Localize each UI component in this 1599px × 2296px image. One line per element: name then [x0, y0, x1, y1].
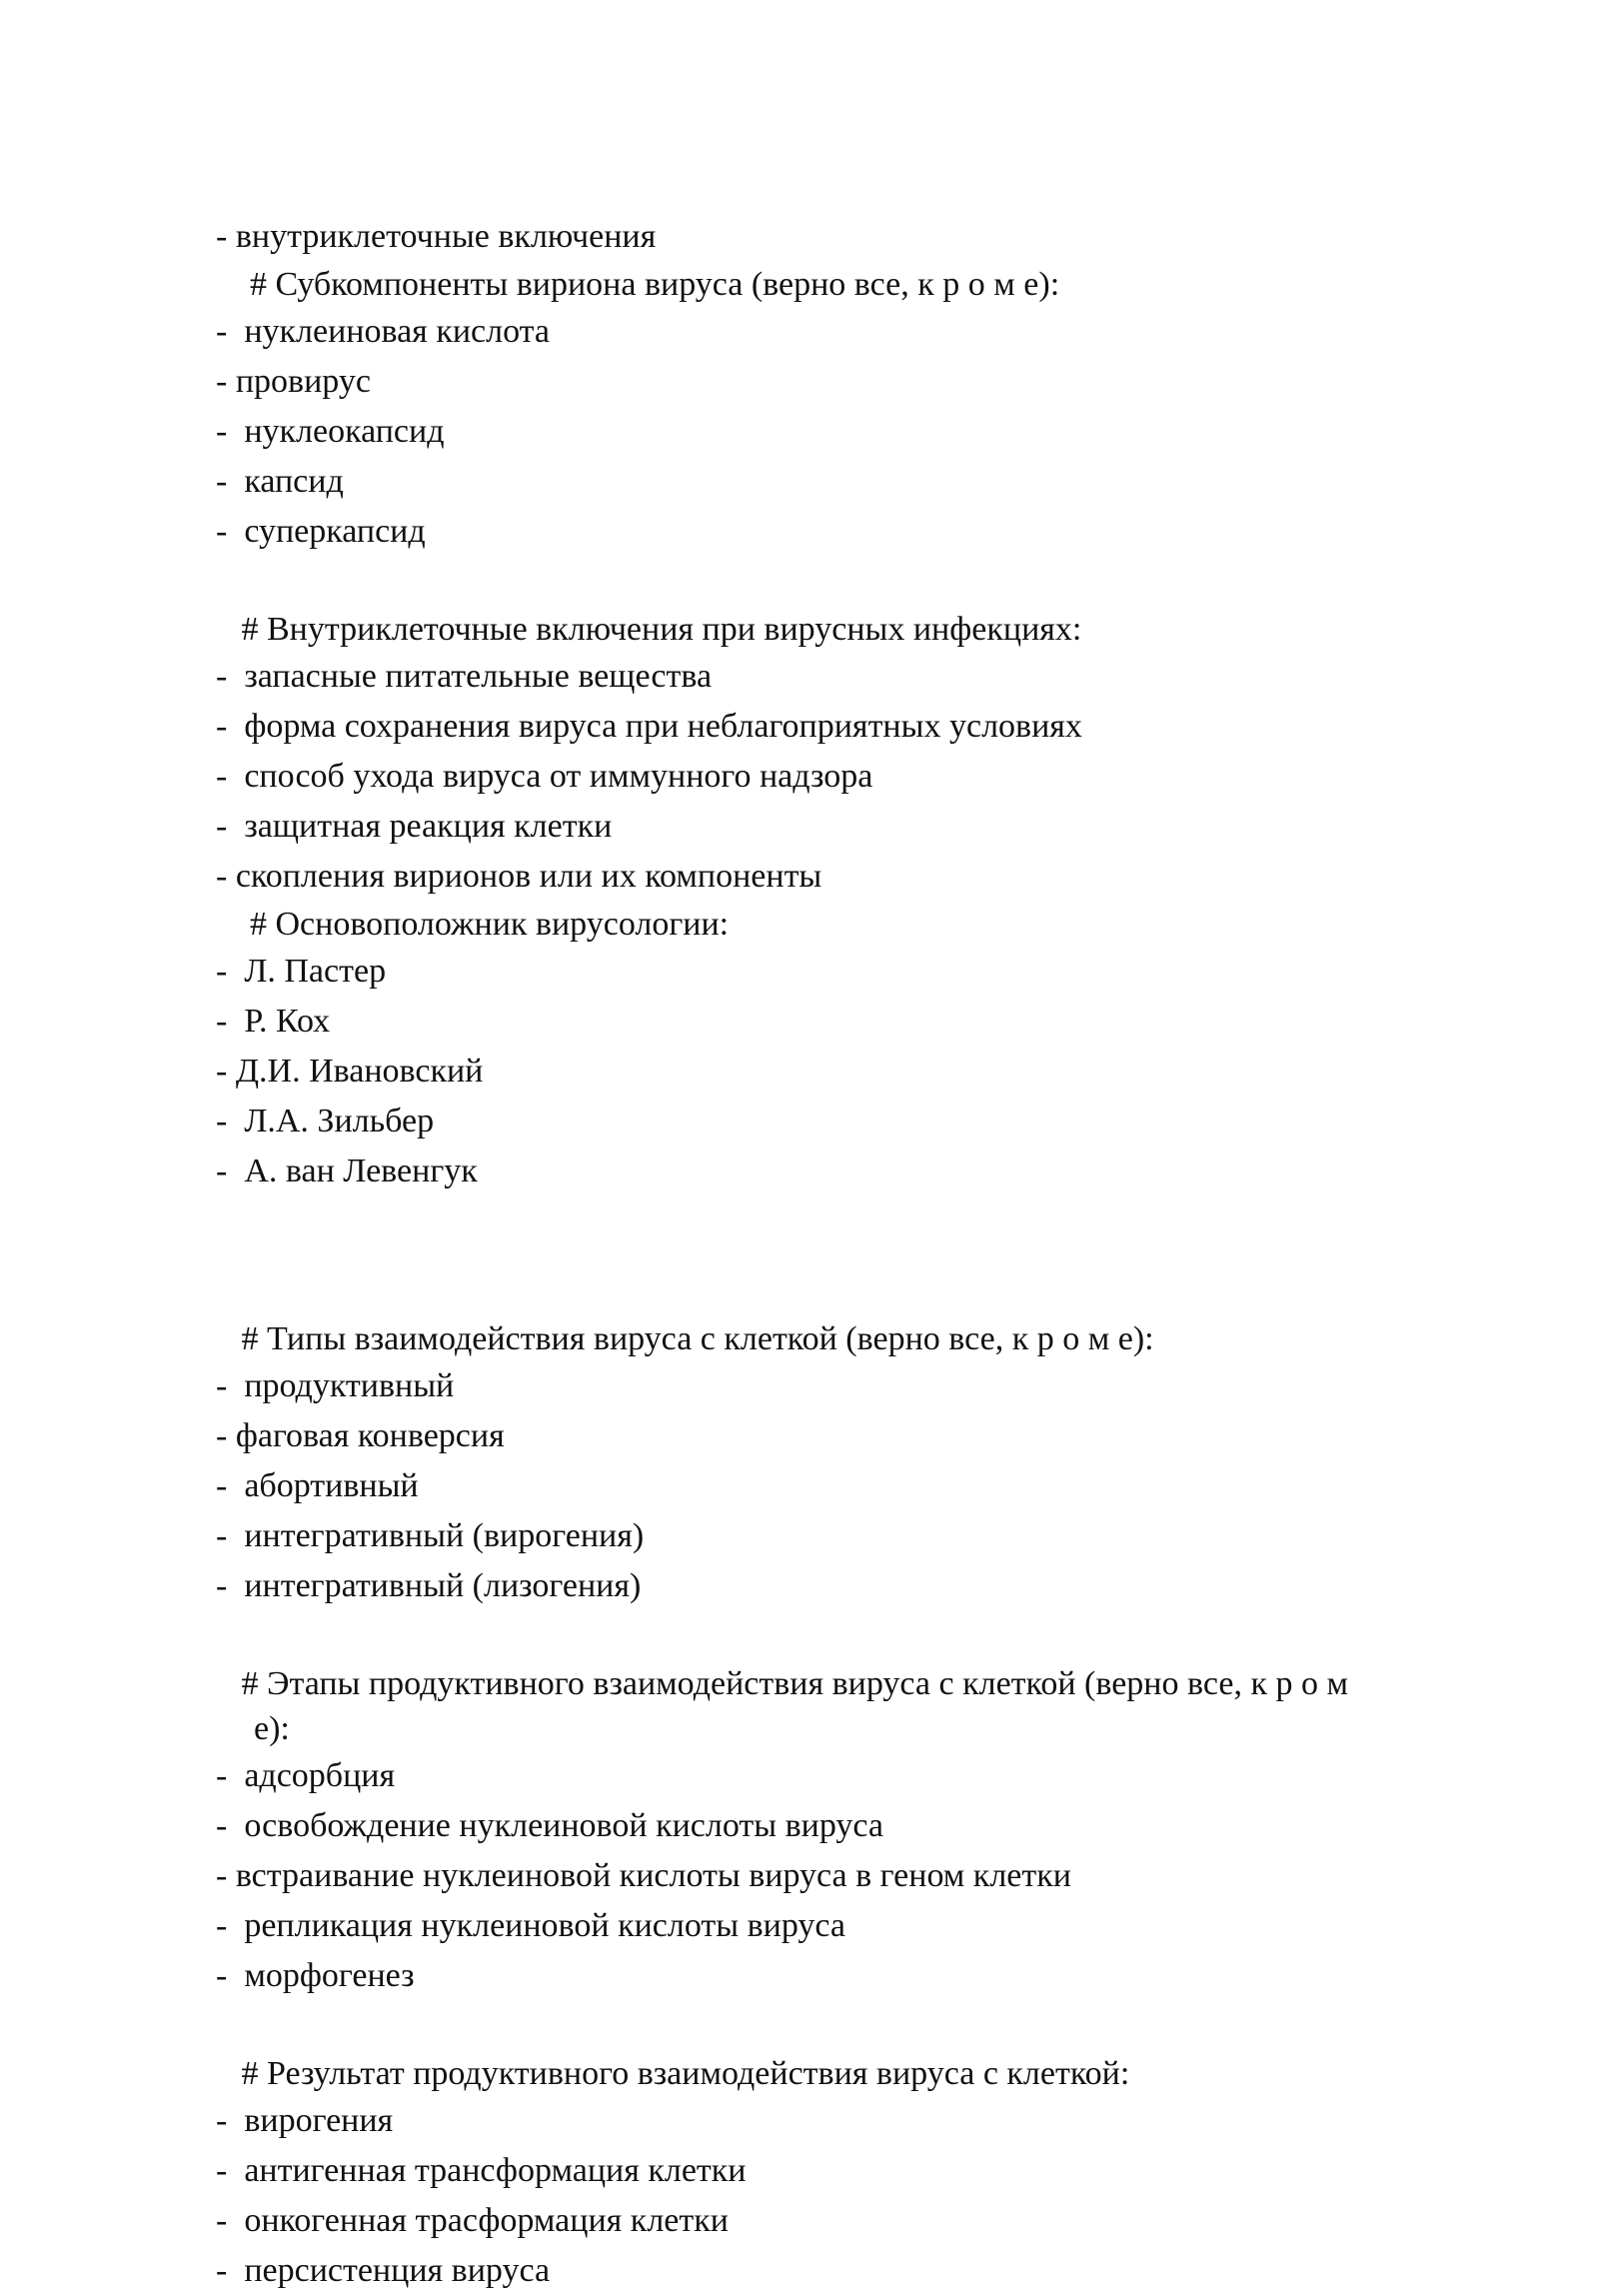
answer-option: - продуктивный [216, 1367, 455, 1404]
document-content [216, 212, 1515, 2296]
spacer [216, 2001, 1515, 2051]
question-block-4 [216, 1316, 1515, 1611]
answer-option: - скопления вирионов или их компоненты [216, 858, 822, 895]
answer-option: - интегративный (лизогения) [216, 1567, 642, 1604]
question-heading: # Типы взаимодействия вируса с клеткой (верно все, к р о м е): [216, 1320, 1154, 1357]
question-heading: # Внутриклеточные включения при вирусных инфекциях: [216, 611, 1082, 648]
spacer [216, 1611, 1515, 1661]
answer-option: - нуклеиновая кислота [216, 313, 551, 350]
answer-option: - встраивание нуклеиновой кислоты вируса в геном клетки [216, 1857, 1071, 1894]
answer-option: - форма сохранения вируса при неблагоприятных условиях [216, 708, 1082, 745]
answer-option: - нуклеокапсид [216, 413, 445, 450]
answer-option: - абортивный [216, 1467, 419, 1504]
spacer [216, 1196, 1515, 1316]
question-heading: # Результат продуктивного взаимодействия вируса с клеткой: [216, 2055, 1130, 2092]
answer-option: - Р. Кох [216, 1003, 331, 1040]
answer-option: - капсид [216, 463, 344, 500]
question-heading-continuation: е): [254, 1710, 290, 1747]
answer-option: - провирус [216, 363, 371, 400]
answer-option: - адсорбция [216, 1757, 396, 1794]
answer-option: - онкогенная трасформация клетки [216, 2202, 729, 2239]
question-heading: # Основоположник вирусологии: [216, 906, 730, 943]
answer-option: - персистенция вируса [216, 2252, 551, 2289]
answer-option: - антигенная трансформация клетки [216, 2152, 747, 2189]
question-heading: # Субкомпоненты вириона вируса (верно все, к р о м е): [216, 266, 1060, 303]
question-block-2 [216, 607, 1515, 902]
answer-option: - интегративный (вирогения) [216, 1517, 645, 1554]
question-block-1 [216, 262, 1515, 557]
answer-option: - Л. Пастер [216, 953, 387, 990]
question-heading: # Этапы продуктивного взаимодействия вируса с клеткой (верно все, к р о м [216, 1665, 1348, 1702]
answer-option: - освобождение нуклеиновой кислоты вируса [216, 1807, 883, 1844]
answer-option: - морфогенез [216, 1957, 415, 1994]
answer-option: - Д.И. Ивановский [216, 1053, 484, 1090]
answer-option: - А. ван Левенгук [216, 1152, 478, 1189]
intro-line: - внутриклеточные включения [216, 218, 657, 255]
question-block-5 [216, 1661, 1515, 2001]
answer-option: - суперкапсид [216, 513, 426, 550]
question-block-3 [216, 902, 1515, 1196]
answer-option: - репликация нуклеиновой кислоты вируса [216, 1907, 845, 1944]
answer-option: - Л.А. Зильбер [216, 1103, 435, 1140]
answer-option: - способ ухода вируса от иммунного надзора [216, 758, 873, 795]
spacer [216, 557, 1515, 607]
question-block-6 [216, 2051, 1515, 2296]
answer-option: - запасные питательные вещества [216, 658, 713, 695]
answer-option: - вирогения [216, 2102, 394, 2139]
answer-option: - фаговая конверсия [216, 1417, 505, 1454]
answer-option: - защитная реакция клетки [216, 808, 613, 845]
